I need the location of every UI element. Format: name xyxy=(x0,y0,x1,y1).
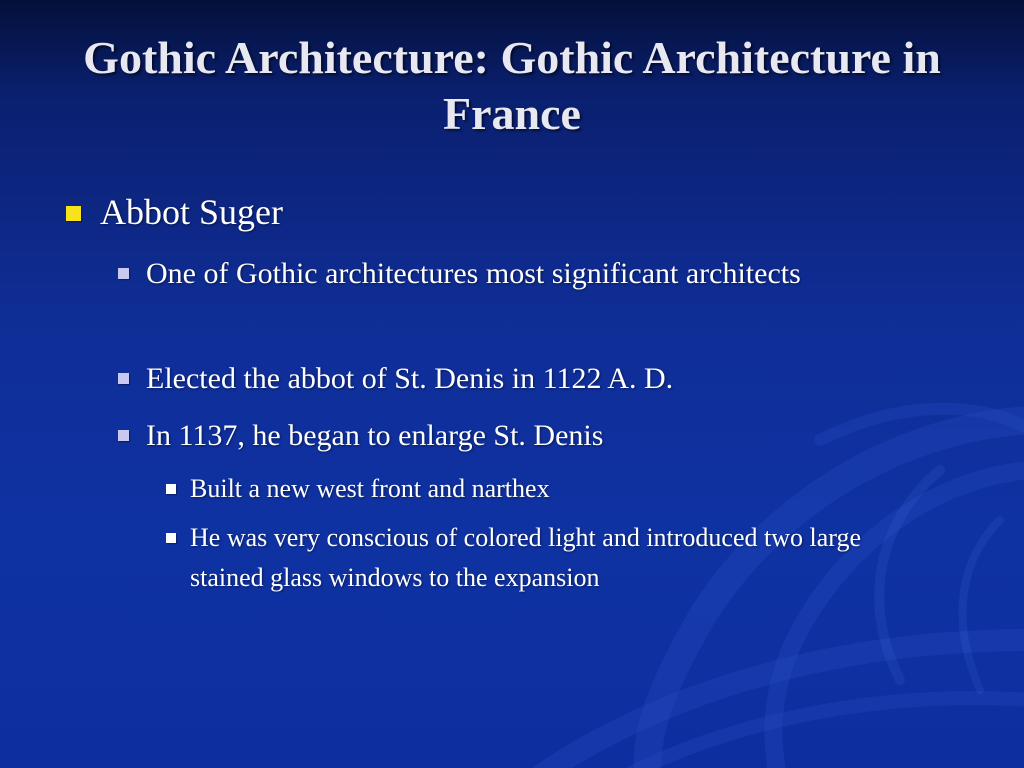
lavender-square-bullet-icon xyxy=(118,430,129,441)
white-square-bullet-icon xyxy=(166,533,176,543)
list-item-significant-architect: One of Gothic architectures most significant architects xyxy=(146,257,801,290)
list-item-west-front: Built a new west front and narthex xyxy=(190,474,550,503)
lavender-square-bullet-icon xyxy=(118,268,129,279)
lavender-square-bullet-icon xyxy=(118,373,129,384)
yellow-square-bullet-icon xyxy=(66,206,81,221)
list-item-enlarge-st-denis: In 1137, he began to enlarge St. Denis xyxy=(146,419,604,452)
list-item-elected-abbot: Elected the abbot of St. Denis in 1122 A. D. xyxy=(146,362,674,395)
list-item-abbot-suger: Abbot Suger xyxy=(100,192,283,232)
list-item-stained-glass: He was very conscious of colored light and introduced two large stained glass windows to the expansion xyxy=(190,523,861,592)
white-square-bullet-icon xyxy=(166,484,176,494)
slide-title: Gothic Architecture: Gothic Architecture in France xyxy=(83,32,941,139)
